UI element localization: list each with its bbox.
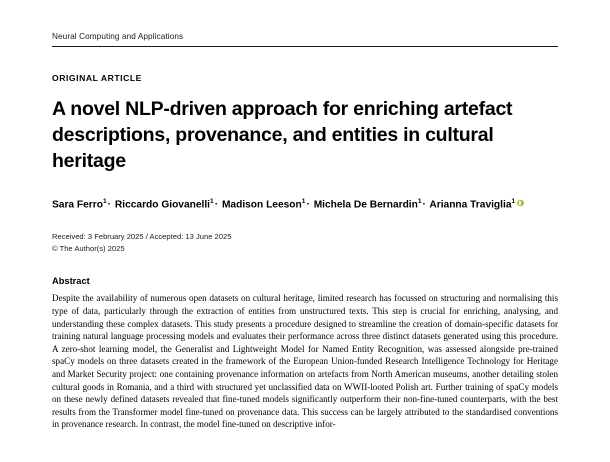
- author-name: Sara Ferro: [52, 199, 103, 211]
- author-name: Madison Leeson: [221, 199, 302, 211]
- author-affiliation-marker: 1: [210, 198, 214, 205]
- author-separator: ·: [306, 199, 310, 211]
- author-separator: ·: [107, 199, 112, 211]
- author-list: [52, 194, 558, 213]
- author-name: Michela De Bernardin: [313, 199, 418, 211]
- author-name: Arianna Traviglia: [429, 199, 512, 211]
- abstract-text: Despite the availability of numerous open datasets on cultural heritage, limited research has focussed on structuring and normalising this type of data, particularly through the extraction of entities from unstructured texts. This step is crucial for enriching, analysing, and understanding these complex datasets. This study presents a procedure designed to streamline the creation of domain-specific datasets for training natural language processing models and evaluates their performance across three distinct datasets generated using this procedure. A zero-shot learning model, the Generalist and Lightweight Model for Named Entity Recognition, was assessed alongside pre-trained spaCy models on three datasets created in the framework of the European Union-funded Research Intelligence Technology for Heritage and Market Security project: one containing provenance information on artefacts from North American museums, another detailing stolen cultural goods in Romania, and a third with structured yet unclassified data on WWII-looted Polish art. Further training of spaCy models on these newly defined datasets revealed that fine-tuned models significantly outperform their non-fine-tuned counterparts, with the best results from the Transformer model fine-tuned on provenance data. This success can be largely attributed to the standardised conventions in provenance research. In contrast, the model fine-tuned on descriptive infor-: [52, 293, 558, 430]
- running-head: Neural Computing and Applications: [52, 32, 184, 41]
- author-affiliation-marker: 1: [417, 198, 422, 205]
- author-affiliation-marker: 1: [102, 198, 107, 205]
- publication-dates: [52, 231, 558, 254]
- copyright-line: © The Author(s) 2025: [52, 243, 125, 253]
- author-separator: ·: [422, 199, 426, 211]
- author-name: Riccardo Giovanelli: [114, 199, 211, 211]
- author-affiliation-marker: 1: [511, 198, 516, 205]
- page-title: A novel NLP-driven approach for enriching artefact descriptions, provenance, and entities in cultural heritage: [52, 98, 513, 172]
- author-affiliation-marker: 1: [301, 198, 306, 205]
- abstract-heading: Abstract: [52, 276, 90, 287]
- author-separator: ·: [214, 199, 219, 211]
- orcid-icon[interactable]: [517, 200, 524, 207]
- article-type-label: ORIGINAL ARTICLE: [52, 73, 142, 83]
- header-rule: [52, 46, 558, 47]
- received-accepted-line: Received: 3 February 2025 / Accepted: 13 June 2025: [52, 232, 232, 242]
